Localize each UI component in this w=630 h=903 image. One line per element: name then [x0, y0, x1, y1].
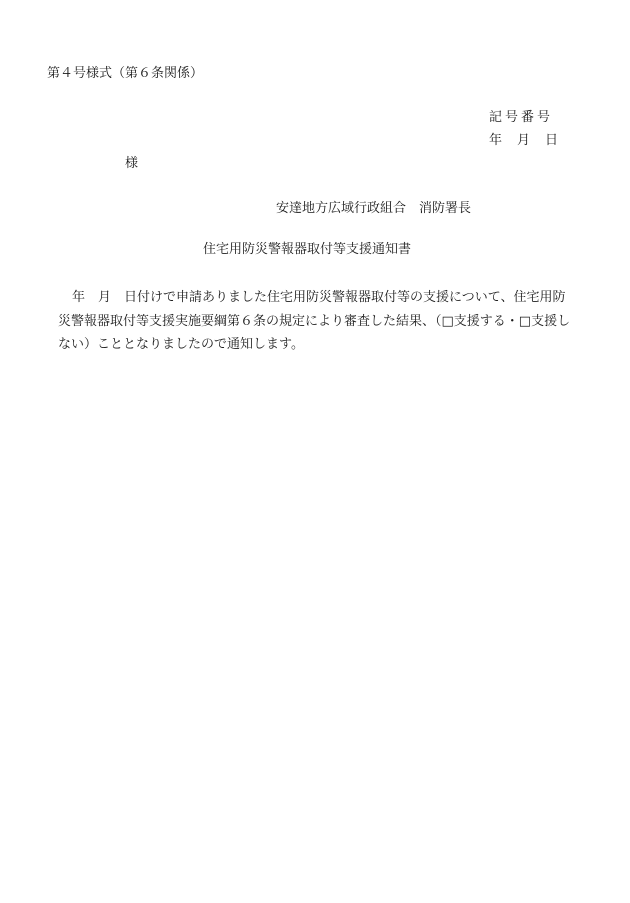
form-number: 第４号様式（第６条関係） — [47, 66, 204, 81]
sender: 安達地方広域行政組合 消防署長 — [276, 201, 472, 216]
addressee: 様 — [125, 156, 139, 171]
body-text: 年 月 日付けで申請ありました住宅用防災警報器取付等の支援について、住宅用防災警報器取付等支援実施要綱第６条の規定により審査した結果、（□支援する・□支援しない）こととなりましたので通知します。 — [58, 290, 571, 352]
document-date: 年 月 日 — [489, 133, 560, 148]
document-number: 記号番号 — [489, 110, 554, 125]
document-title: 住宅用防災警報器取付等支援通知書 — [203, 242, 412, 257]
